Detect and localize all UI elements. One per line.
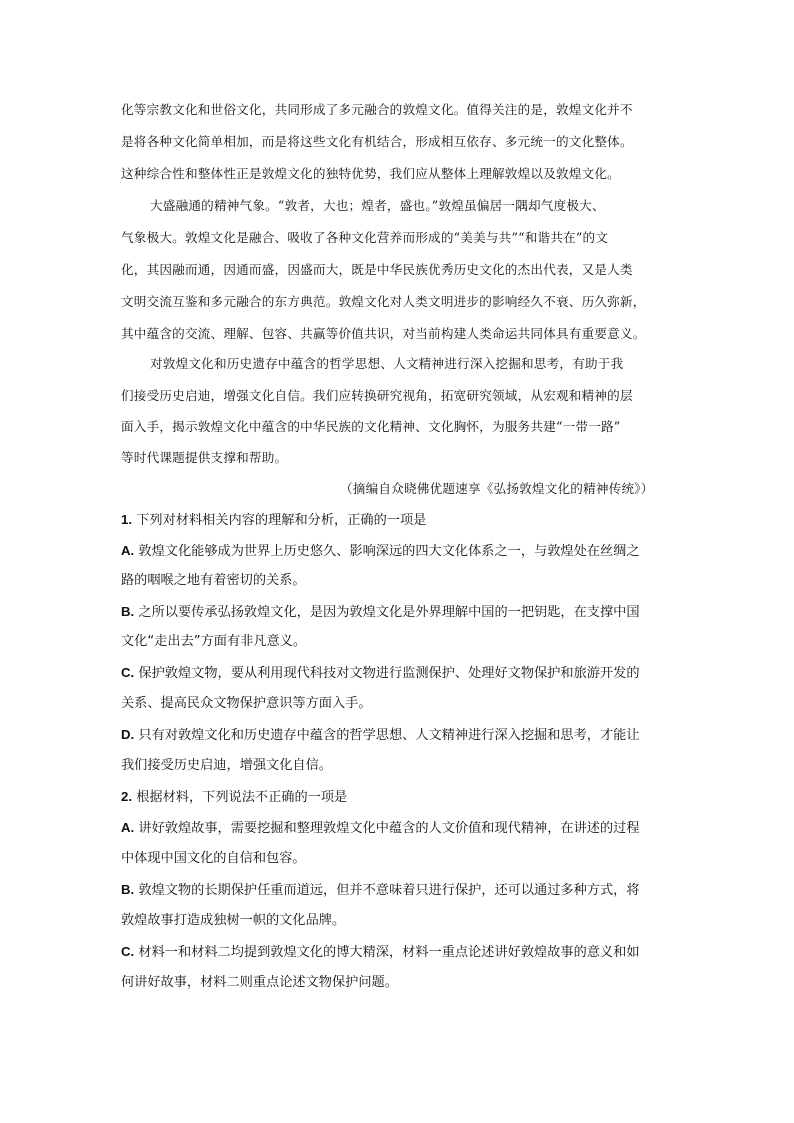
option-letter: A.: [121, 820, 135, 835]
option-line: [121, 604, 640, 621]
article-line: 对敦煌文化和历史遗存中蕴含的哲学思想、人文精神进行深入挖掘和思考，有助于我: [150, 356, 624, 371]
option-line: 中体现中国文化的自信和包容。: [121, 851, 306, 866]
option-text: 之所以要传承弘扬敦煌文化，是因为敦煌文化是外界理解中国的一把钥匙，在支撑中国: [138, 605, 640, 620]
option-text: 敦煌文化能够成为世界上历史悠久、影响深远的四大文化体系之一，与敦煌处在丝绸之: [138, 544, 640, 559]
option-line: [121, 820, 640, 837]
question-2-stem: [121, 789, 347, 806]
option-line: 路的咽喉之地有着密切的关系。: [121, 573, 306, 588]
question-1-stem: [121, 512, 426, 529]
option-line: 文化“走出去”方面有非凡意义。: [121, 634, 307, 649]
option-letter: C.: [121, 944, 135, 959]
article-line: 其中蕴含的交流、理解、包容、共赢等价值共识，对当前构建人类命运共同体具有重要意义。: [121, 326, 646, 341]
article-line: 气象极大。敦煌文化是融合、吸收了各种文化营养而形成的“美美与共”“和谐共在”的文: [121, 230, 609, 245]
article-line: 是将各种文化简单相加，而是将这些文化有机结合，形成相互依存、多元统一的文化整体。: [121, 134, 633, 149]
option-line: [121, 543, 640, 560]
option-letter: B.: [121, 882, 135, 897]
option-line: [121, 882, 640, 899]
question-text: 下列对材料相关内容的理解和分析，正确的一项是: [136, 513, 427, 528]
option-line: 关系、提高民众文物保护意识等方面入手。: [121, 696, 372, 711]
option-letter: C.: [121, 665, 135, 680]
option-text: 保护敦煌文物，要从利用现代科技对文物进行监测保护、处理好文物保护和旅游开发的: [138, 666, 640, 681]
option-letter: B.: [121, 604, 135, 619]
option-text: 敦煌文物的长期保护任重而道远，但并不意味着只进行保护，还可以通过多种方式，将: [138, 883, 640, 898]
article-line: 们接受历史启迪，增强文化自信。我们应转换研究视角，拓宽研究领域，从宏观和精神的层: [121, 388, 633, 403]
option-letter: D.: [121, 727, 135, 742]
option-text: 材料一和材料二均提到敦煌文化的博大精深，材料一重点论述讲好敦煌故事的意义和如: [138, 945, 640, 960]
option-line: 何讲好故事，材料二则重点论述文物保护问题。: [121, 975, 398, 990]
article-line: 化，其因融而通，因通而盛，因盛而大，既是中华民族优秀历史文化的杰出代表，又是人类: [121, 262, 633, 277]
article-line: 化等宗教文化和世俗文化，共同形成了多元融合的敦煌文化。值得关注的是，敦煌文化并不: [121, 102, 633, 117]
article-line: 大盛融通的精神气象。“敦者，大也；煌者，盛也。”敦煌虽偏居一隅却气度极大、: [150, 198, 605, 213]
article-line: 等时代课题提供支撑和帮助。: [121, 450, 288, 465]
article-source: （摘编自众晓佛优题速享《弘扬敦煌文化的精神传统》）: [340, 481, 654, 496]
article-line: 文明交流互鉴和多元融合的东方典范。敦煌文化对人类文明进步的影响经久不衰、历久弥新，: [121, 294, 646, 309]
option-text: 只有对敦煌文化和历史遗存中蕴含的哲学思想、人文精神进行深入挖掘和思考，才能让: [138, 728, 640, 743]
option-text: 讲好敦煌故事，需要挖掘和整理敦煌文化中蕴含的人文价值和现代精神，在讲述的过程: [138, 821, 640, 836]
option-line: [121, 727, 640, 744]
option-line: 敦煌故事打造成独树一帜的文化品牌。: [121, 913, 346, 928]
option-line: [121, 944, 640, 961]
option-line: [121, 665, 640, 682]
question-number: 2.: [121, 789, 132, 804]
article-line: 这种综合性和整体性正是敦煌文化的独特优势，我们应从整体上理解敦煌以及敦煌文化。: [121, 166, 620, 181]
option-line: 我们接受历史启迪，增强文化自信。: [121, 758, 332, 773]
question-number: 1.: [121, 512, 132, 527]
article-line: 面入手，揭示敦煌文化中蕴含的中华民族的文化精神、文化胸怀，为服务共建“一带一路”: [121, 419, 621, 434]
option-letter: A.: [121, 543, 135, 558]
question-text: 根据材料，下列说法不正确的一项是: [136, 790, 348, 805]
